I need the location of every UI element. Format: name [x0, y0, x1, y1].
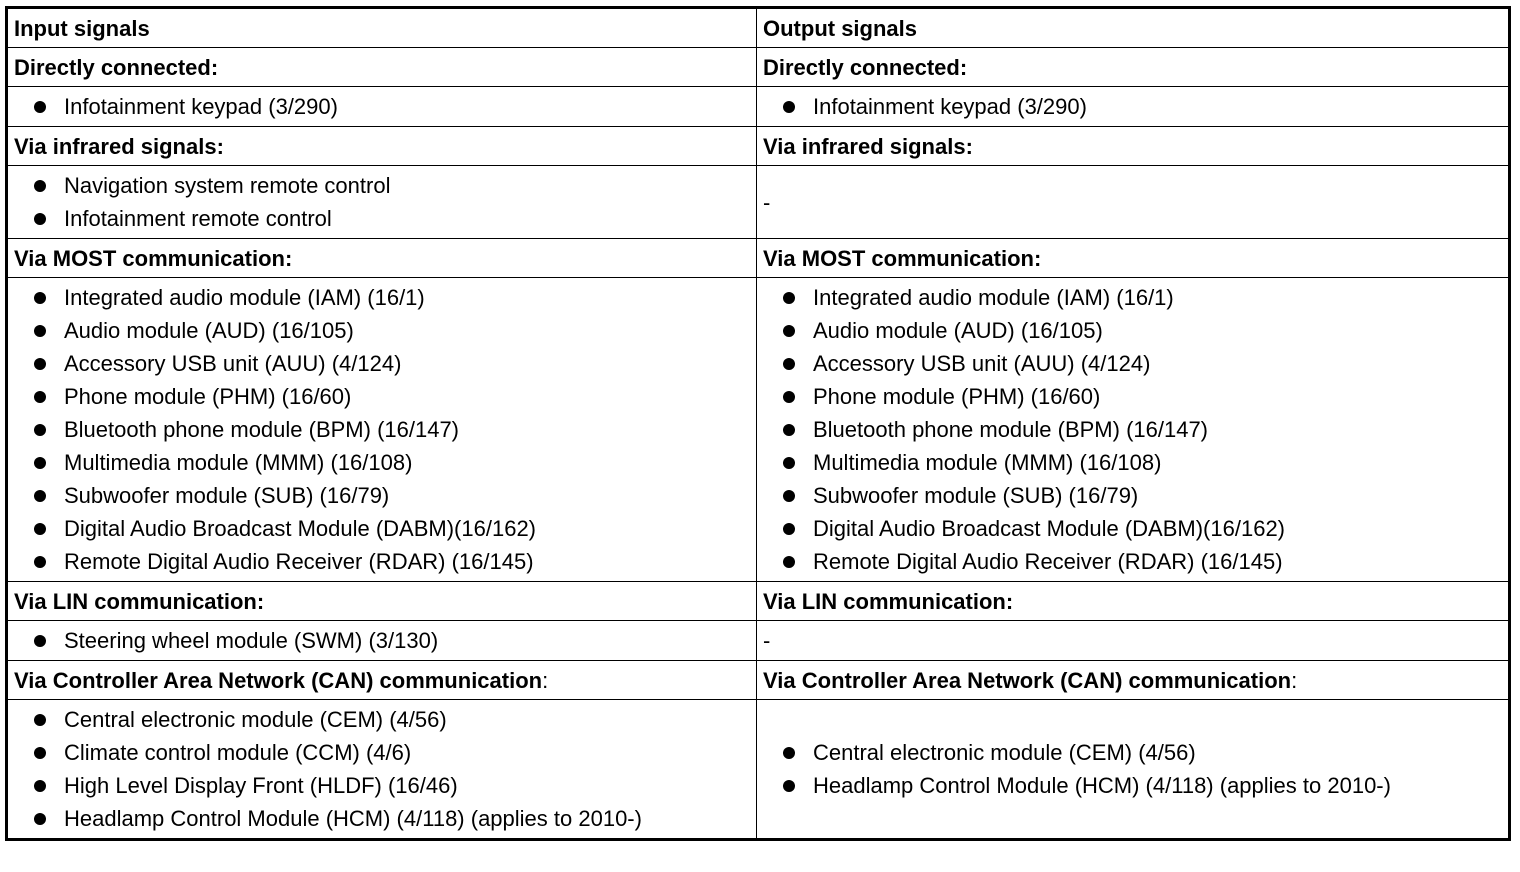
bullet-icon [34, 523, 46, 535]
section-title-text: Via infrared signals: [763, 133, 973, 159]
signal-list-item-text: Audio module (AUD) (16/105) [64, 318, 354, 343]
bullet-icon [34, 391, 46, 403]
bullet-icon [783, 325, 795, 337]
output-signals-header: Output signals [757, 8, 1510, 48]
signal-list-item-text: Digital Audio Broadcast Module (DABM)(16/162) [64, 516, 537, 541]
bullet-icon [783, 424, 795, 436]
section-content-row [7, 166, 1510, 239]
input-section-title [7, 239, 757, 278]
signal-list-item-text: Infotainment keypad (3/290) [64, 94, 338, 119]
output-section-title [757, 661, 1510, 700]
signal-list-item-text: Bluetooth phone module (BPM) (16/147) [813, 417, 1209, 442]
bullet-icon [783, 101, 795, 113]
signal-list-item [14, 624, 750, 657]
signal-list-item-text: Subwoofer module (SUB) (16/79) [64, 483, 390, 508]
signal-list-item [763, 380, 1502, 413]
signal-list-item-text: High Level Display Front (HLDF) (16/46) [64, 773, 458, 798]
signal-list-item [14, 479, 750, 512]
bullet-icon [783, 457, 795, 469]
header-row [7, 8, 1510, 48]
signal-list-item-text: Phone module (PHM) (16/60) [813, 384, 1101, 409]
bullet-icon [783, 556, 795, 568]
input-signal-list-cell [7, 166, 757, 239]
signal-list-item [763, 281, 1502, 314]
input-section-title [7, 661, 757, 700]
output-signal-list-cell [757, 87, 1510, 127]
signal-list-item-text: Integrated audio module (IAM) (16/1) [64, 285, 425, 310]
signal-list-item-text: Subwoofer module (SUB) (16/79) [813, 483, 1139, 508]
output-signal-list [763, 90, 1502, 123]
bullet-icon [34, 424, 46, 436]
section-header-row [7, 661, 1510, 700]
section-title-tail: : [542, 667, 549, 693]
signal-list-item-text: Steering wheel module (SWM) (3/130) [64, 628, 439, 653]
bullet-icon [34, 213, 46, 225]
bullet-icon [783, 490, 795, 502]
bullet-icon [34, 635, 46, 647]
signal-list-item-text: Headlamp Control Module (HCM) (4/118) (applies to 2010-) [813, 773, 1391, 798]
bullet-icon [34, 180, 46, 192]
section-header-row [7, 239, 1510, 278]
bullet-icon [34, 325, 46, 337]
signal-list-item-text: Remote Digital Audio Receiver (RDAR) (16/145) [813, 549, 1283, 574]
signal-list-item [14, 545, 750, 578]
signal-list-item-text: Phone module (PHM) (16/60) [64, 384, 352, 409]
output-section-title [757, 239, 1510, 278]
output-section-title [757, 127, 1510, 166]
section-title-text: Via LIN communication: [14, 588, 265, 614]
signals-table [5, 6, 1511, 841]
no-signals-dash: - [763, 628, 771, 653]
output-signal-list-cell [757, 278, 1510, 582]
signal-list-item [14, 281, 750, 314]
bullet-icon [783, 358, 795, 370]
input-section-title [7, 582, 757, 621]
input-signal-list [14, 624, 750, 657]
bullet-icon [34, 292, 46, 304]
bullet-icon [34, 490, 46, 502]
bullet-icon [783, 780, 795, 792]
bullet-icon [34, 813, 46, 825]
signal-list-item-text: Central electronic module (CEM) (4/56) [813, 740, 1196, 765]
signal-list-item [14, 314, 750, 347]
section-title-text: Via infrared signals: [14, 133, 224, 159]
section-title-text: Directly connected: [763, 54, 968, 80]
bullet-icon [783, 523, 795, 535]
signal-list-item [14, 769, 750, 802]
signal-list-item-text: Audio module (AUD) (16/105) [813, 318, 1103, 343]
signal-list-item [763, 479, 1502, 512]
bullet-icon [34, 358, 46, 370]
signal-list-item-text: Central electronic module (CEM) (4/56) [64, 707, 447, 732]
output-section-title [757, 48, 1510, 87]
section-header-row [7, 48, 1510, 87]
output-section-title [757, 582, 1510, 621]
bullet-icon [34, 747, 46, 759]
section-title-tail: : [1291, 667, 1298, 693]
output-signal-list-cell [757, 700, 1510, 840]
input-signal-list [14, 169, 750, 235]
input-signals-header: Input signals [7, 8, 757, 48]
signal-list-item-text: Infotainment keypad (3/290) [813, 94, 1087, 119]
signal-list-item [763, 413, 1502, 446]
no-signals-dash: - [763, 189, 771, 215]
section-content-row [7, 700, 1510, 840]
signal-list-item-text: Digital Audio Broadcast Module (DABM)(16/162) [813, 516, 1286, 541]
bullet-icon [34, 556, 46, 568]
signal-list-item [14, 90, 750, 123]
signal-list-item [763, 769, 1502, 802]
output-signal-list [763, 281, 1502, 578]
output-signal-list-cell [757, 166, 1510, 239]
signal-list-item-text: Climate control module (CCM) (4/6) [64, 740, 412, 765]
signal-list-item-text: Bluetooth phone module (BPM) (16/147) [64, 417, 460, 442]
input-signal-list-cell [7, 87, 757, 127]
signal-list-item-text: Accessory USB unit (AUU) (4/124) [64, 351, 402, 376]
section-title-text: Via LIN communication: [763, 588, 1014, 614]
signal-list-item [763, 347, 1502, 380]
input-signal-list [14, 281, 750, 578]
signals-table-body [7, 8, 1510, 840]
signal-list-item [14, 512, 750, 545]
section-header-row [7, 582, 1510, 621]
signal-list-item-text: Multimedia module (MMM) (16/108) [64, 450, 413, 475]
section-header-row [7, 127, 1510, 166]
section-content-row [7, 87, 1510, 127]
bullet-icon [783, 391, 795, 403]
signal-list-item [14, 202, 750, 235]
signal-list-item [763, 314, 1502, 347]
section-content-row [7, 278, 1510, 582]
signal-list-item [763, 90, 1502, 123]
bullet-icon [783, 292, 795, 304]
input-section-title [7, 48, 757, 87]
input-signal-list [14, 703, 750, 835]
section-title-text: Via Controller Area Network (CAN) communication [763, 667, 1292, 693]
section-title-text: Via Controller Area Network (CAN) communication [14, 667, 543, 693]
signal-list-item-text: Remote Digital Audio Receiver (RDAR) (16/145) [64, 549, 534, 574]
section-title-text: Directly connected: [14, 54, 219, 80]
signal-list-item [14, 380, 750, 413]
signal-list-item [763, 736, 1502, 769]
signal-list-item-text: Multimedia module (MMM) (16/108) [813, 450, 1162, 475]
signal-list-item [763, 446, 1502, 479]
signal-list-item [14, 413, 750, 446]
input-signal-list-cell [7, 278, 757, 582]
bullet-icon [34, 780, 46, 792]
output-signal-list [763, 736, 1502, 802]
signal-list-item-text: Accessory USB unit (AUU) (4/124) [813, 351, 1151, 376]
section-title-text: Via MOST communication: [14, 245, 293, 271]
signal-list-item [14, 169, 750, 202]
bullet-icon [34, 714, 46, 726]
bullet-icon [783, 747, 795, 759]
signal-list-item [763, 512, 1502, 545]
signal-list-item-text: Integrated audio module (IAM) (16/1) [813, 285, 1174, 310]
section-content-row [7, 621, 1510, 661]
bullet-icon [34, 101, 46, 113]
input-section-title [7, 127, 757, 166]
signal-list-item [14, 347, 750, 380]
output-signal-list-cell [757, 621, 1510, 661]
input-signal-list-cell [7, 621, 757, 661]
bullet-icon [34, 457, 46, 469]
input-signal-list-cell [7, 700, 757, 840]
section-title-text: Via MOST communication: [763, 245, 1042, 271]
signal-list-item [14, 736, 750, 769]
signal-list-item [14, 802, 750, 835]
signal-list-item-text: Infotainment remote control [64, 206, 332, 231]
input-signal-list [14, 90, 750, 123]
signal-list-item-text: Headlamp Control Module (HCM) (4/118) (applies to 2010-) [64, 806, 642, 831]
signal-list-item-text: Navigation system remote control [64, 173, 391, 198]
signal-list-item [763, 545, 1502, 578]
signal-list-item [14, 703, 750, 736]
signal-list-item [14, 446, 750, 479]
